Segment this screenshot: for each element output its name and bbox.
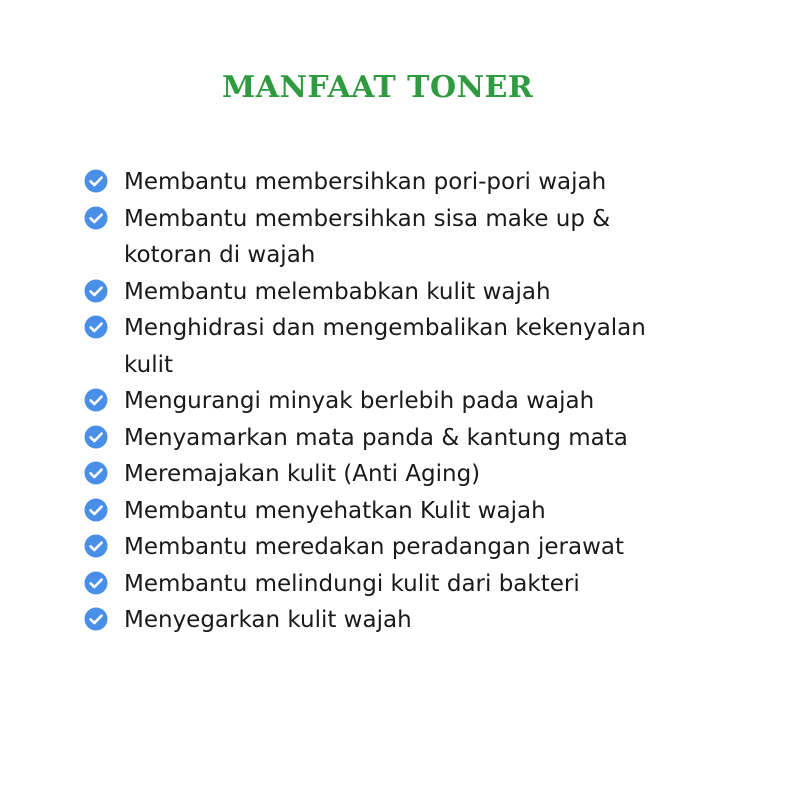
check-circle-icon: [84, 461, 108, 485]
list-item-text: Membantu meredakan peradangan jerawat: [124, 534, 624, 560]
list-item-text: Menyamarkan mata panda & kantung mata: [124, 424, 628, 451]
check-circle-icon: [84, 388, 108, 412]
list-item: [84, 201, 724, 274]
list-item-text: Membantu menyehatkan Kulit wajah: [124, 497, 546, 524]
check-circle-icon: [84, 571, 108, 595]
list-item-text: Membantu membersihkan pori-pori wajah: [124, 169, 607, 195]
list-item: [84, 274, 724, 311]
list-item-text: Mengurangi minyak berlebih pada wajah: [124, 388, 595, 414]
list-item: [84, 493, 724, 530]
list-item-text: Membantu melindungi kulit dari bakteri: [124, 570, 580, 597]
check-circle-icon: [84, 169, 108, 193]
list-item: [84, 529, 724, 566]
check-circle-icon: [84, 315, 108, 339]
list-item-text: Menghidrasi dan mengembalikan kekenyalan kulit: [124, 315, 646, 378]
list-item: [84, 420, 724, 457]
page-title: MANFAAT TONER: [222, 70, 534, 105]
list-item-text: Menyegarkan kulit wajah: [124, 607, 412, 633]
check-circle-icon: [84, 607, 108, 631]
check-circle-icon: [84, 425, 108, 449]
list-item-text: Membantu membersihkan sisa make up & kotoran di wajah: [124, 205, 611, 268]
list-item: [84, 164, 724, 201]
list-item: [84, 566, 724, 603]
check-circle-icon: [84, 498, 108, 522]
list-item: [84, 602, 724, 639]
check-circle-icon: [84, 206, 108, 230]
list-item-text: Meremajakan kulit (Anti Aging): [124, 461, 481, 487]
check-circle-icon: [84, 534, 108, 558]
list-item: [84, 456, 724, 493]
benefit-list: [84, 164, 724, 639]
list-item: [84, 310, 724, 383]
check-circle-icon: [84, 279, 108, 303]
list-item-text: Membantu melembabkan kulit wajah: [124, 278, 551, 305]
list-item: [84, 383, 724, 420]
